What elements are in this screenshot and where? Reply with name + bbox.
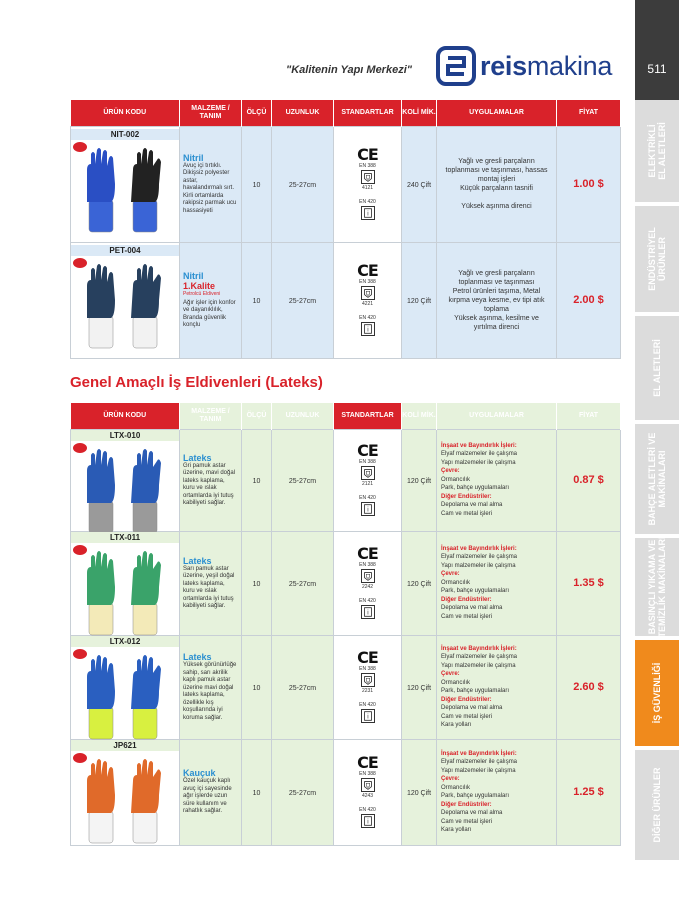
col-standards: STANDARTLAR [334,403,402,429]
application-item: Elyaf malzemeler ile çalışma [441,451,518,458]
application-item: Depolama ve mal alma [441,605,503,612]
size-cell: 10 [242,739,272,845]
material-description: Yüksek görünürlüğe sahip, sarı akrilik kaplı pamuk astar üzerine mavi doğal lateks kaplama, özellikle kış koşullarında iyi koruma sağlar. [183,662,237,721]
application-item: Park, bahçe uygulamaları [441,793,510,799]
application-heading: Çevre: [441,468,460,475]
application-heading: Çevre: [441,776,460,782]
glove-pair-image [71,543,179,643]
material-cell [180,242,242,358]
glove-pair-image [71,751,179,851]
standards-block [334,443,401,517]
application-heading: Diğer Endüstriler: [441,801,492,808]
price: 2.60 $ [573,681,604,693]
sidebar-tab-label: ENDÜSTRİYEL ÜRÜNLER [647,227,667,291]
svg-text:i: i [366,506,369,514]
table-header-row [71,403,621,429]
applications-cell [437,126,557,242]
standards-block [334,147,401,221]
col-standards: STANDARTLAR [334,100,402,126]
table-row [71,429,621,531]
en388-label: EN 388 [359,771,376,777]
size-cell: 10 [242,429,272,531]
glove-pair-image [71,140,179,240]
en388-label: EN 388 [359,666,376,672]
col-price: FİYAT [557,403,621,429]
en420-label: EN 420 [359,315,376,321]
glove-left [87,655,115,739]
col-material: MALZEME / TANIM [180,100,242,126]
price-cell [557,429,621,531]
application-item: Elyaf malzemeler ile çalışma [441,554,518,561]
application-item: Kara yolları [441,722,472,728]
en420-label: EN 420 [359,598,376,604]
application-item: Kara yolları [441,827,472,833]
standards-cell [334,242,402,358]
en388-code: 2121 [361,481,374,487]
glove-right [131,551,161,635]
application-item: Depolama ve mal alma [441,502,503,509]
col-length: UZUNLUK [272,100,334,126]
application-item: Depolama ve mal alma [441,705,503,711]
svg-text:i: i [366,713,369,721]
glove-pair-image [71,256,179,356]
sidebar-tab-label: BAHÇE ALETLERİ VE MAKİNALARI [647,432,667,526]
length-cell: 25-27cm [272,739,334,845]
sidebar-tab-7[interactable] [635,750,679,862]
price-cell [557,635,621,739]
ce-mark: CE [357,261,378,280]
mechanical-hazard-icon [361,286,375,300]
en420-label: EN 420 [359,702,376,708]
glove-pair-image [71,441,179,541]
page-number-box [635,0,679,100]
col-length: UZUNLUK [272,403,334,429]
info-manual-icon [361,502,375,516]
glove-left [87,759,115,843]
latex-gloves-table [70,403,621,846]
length-cell: 25-27cm [272,242,334,358]
glove-left [87,264,115,348]
sidebar-tab-5[interactable] [635,538,679,638]
sidebar-tab-3[interactable] [635,316,679,422]
quality-badge-icon [73,753,87,763]
glove-right [131,759,161,843]
product-cell [71,531,180,635]
applications-cell [437,635,557,739]
material-cell [180,531,242,635]
en388-code: 4243 [361,793,374,799]
category-sidebar [635,0,679,900]
ce-mark: CE [357,441,378,460]
standards-cell [334,739,402,845]
info-manual-icon [361,206,375,220]
material-name: Kauçuk [183,768,216,779]
reismakina-logo-icon [436,46,476,86]
application-item: Cam ve metal işleri [441,818,493,825]
box-cell: 120 Çift [402,635,437,739]
price-cell [557,242,621,358]
price-cell [557,739,621,845]
length-cell: 25-27cm [272,635,334,739]
application-item: Cam ve metal işleri [441,613,493,620]
material-cell [180,429,242,531]
box-cell: 120 Çift [402,739,437,845]
sidebar-tab-2[interactable] [635,206,679,314]
standards-block [334,263,401,337]
application-heading: İnşaat ve Bayındırlık İşleri: [441,545,517,552]
glove-left [87,551,115,635]
en388-label: EN 388 [359,459,376,465]
col-size: ÖLÇÜ [242,100,272,126]
box-cell: 240 Çift [402,126,437,242]
size-cell: 10 [242,242,272,358]
application-item: Elyaf malzemeler ile çalışma [441,654,518,660]
product-code: PET-004 [71,245,179,256]
ce-mark: CE [357,544,378,563]
mechanical-hazard-icon [361,466,375,480]
col-product-code: ÜRÜN KODU [71,100,180,126]
standards-cell [334,429,402,531]
price: 2.00 $ [573,294,604,306]
ce-mark: CE [357,648,378,667]
glove-right [131,449,161,533]
application-item: Ormancılık [441,579,471,586]
standards-cell [334,126,402,242]
application-item: Depolama ve mal alma [441,810,503,816]
applications-cell [437,242,557,358]
standards-block [334,546,401,620]
info-manual-icon [361,605,375,619]
en420-label: EN 420 [359,495,376,501]
col-box: KOLİ MİK. [402,403,437,429]
length-cell: 25-27cm [272,126,334,242]
application-heading: İnşaat ve Bayındırlık İşleri: [441,750,517,757]
applications-cell [437,739,557,845]
application-item: Yapı malzemeler ile çalışma [441,562,516,569]
application-item: Ormancılık [441,679,471,686]
mechanical-hazard-icon [361,778,375,792]
product-cell [71,739,180,845]
price: 1.35 $ [573,577,604,589]
application-line: kırpma veya kesme, ev tipi atık [448,296,545,304]
product-code: JP621 [71,740,179,751]
application-line: Yağlı ve gresli parçaların [458,158,535,165]
product-cell [71,126,180,242]
material-name: Lateks [183,555,212,566]
product-code: LTX-012 [71,636,179,647]
standards-cell [334,635,402,739]
length-cell: 25-27cm [272,429,334,531]
sidebar-tab-1[interactable] [635,100,679,204]
material-description: Avuç içi tırtıklı. Dikişsiz polyester astar, havalandırmalı sırt. Kirli ortamlarda rakipsiz parmak ucu hassasiyeti [183,162,237,214]
application-heading: Diğer Endüstriler: [441,696,492,703]
material-cell [180,126,242,242]
glove-pair-image [71,647,179,747]
product-code: NIT-002 [71,129,179,140]
product-code: LTX-010 [71,430,179,441]
sidebar-tab-label: İŞ GÜVENLİĞİ [652,662,662,724]
info-manual-icon [361,709,375,723]
svg-text:i: i [366,210,369,218]
material-grade: 1.Kalite [183,280,216,291]
application-item: Park, bahçe uygulamaları [441,588,510,595]
product-code: LTX-011 [71,532,179,543]
material-description: Ağır işler için konfor ve dayanıklılık, Branda güvenlik konçlu [183,299,236,328]
sidebar-tab-4[interactable] [635,424,679,536]
en388-code: 4121 [361,185,374,191]
application-item: Yapı malzemeler ile çalışma [441,767,516,774]
table-row [71,739,621,845]
en388-code: 4221 [361,301,374,307]
glove-right [131,148,161,232]
product-cell [71,242,180,358]
application-heading: Çevre: [441,571,460,578]
mechanical-hazard-icon [361,170,375,184]
mechanical-hazard-icon [361,673,375,687]
en420-label: EN 420 [359,807,376,813]
application-item: Elyaf malzemeler ile çalışma [441,759,518,765]
table-row [71,635,621,739]
application-item: Cam ve metal işleri [441,713,493,720]
application-line: toplama [484,305,509,313]
product-cell [71,635,180,739]
quality-badge-icon [73,545,87,555]
material-description: Gri pamuk astar üzerine, mavi doğal lateks kaplama, kuru ve ıslak ortamlarda iyi tutuş kabiliyeti sağlar. [183,462,236,506]
brand-logo [436,46,626,88]
price: 0.87 $ [573,474,604,486]
price-cell [557,126,621,242]
application-line: Küçük parçaların tasnifi [460,185,533,192]
application-item: Park, bahçe uygulamaları [441,688,510,694]
box-cell: 120 Çift [402,242,437,358]
application-line: Yüksek aşınma, kesilme ve [454,314,539,322]
ce-mark: CE [357,753,378,772]
sidebar-tab-6[interactable] [635,640,679,748]
page-number: 511 [647,62,667,76]
application-heading: Diğer Endüstriler: [441,596,492,603]
standards-block [334,650,401,724]
mechanical-hazard-icon [361,569,375,583]
size-cell: 10 [242,126,272,242]
sidebar-tab-label: EL ALETLERİ [652,339,662,397]
application-heading: Diğer Endüstriler: [441,493,492,500]
ce-mark: CE [357,145,378,164]
glove-right [131,655,161,739]
length-cell: 25-27cm [272,531,334,635]
application-line: Yağlı ve gresli parçaların [458,269,535,277]
col-applications: UYGULAMALAR [437,100,557,126]
price-cell [557,531,621,635]
sidebar-tab-label: ELEKTRİKLİ EL ALETLERİ [647,122,667,180]
material-cell [180,739,242,845]
slogan: "Kalitenin Yapı Merkezi" [286,64,412,76]
table-row [71,126,621,242]
en388-code: 2231 [361,688,374,694]
material-subtitle: Petrolcü Eldiveni [183,290,221,297]
col-price: FİYAT [557,100,621,126]
application-heading: İnşaat ve Bayındırlık İşleri: [441,442,517,449]
material-name: Lateks [183,452,212,463]
glove-left [87,449,115,533]
application-heading: İnşaat ve Bayındırlık İşleri: [441,645,517,652]
size-cell: 10 [242,531,272,635]
table-header-row [71,100,621,126]
price: 1.25 $ [573,786,604,798]
application-item: Ormancılık [441,784,471,791]
price: 1.00 $ [573,178,604,190]
glove-right [131,264,161,348]
standards-block [334,755,401,829]
application-item: Ormancılık [441,476,471,483]
en388-code: 2242 [361,584,374,590]
section-title: Genel Amaçlı İş Eldivenleri (Lateks) [70,374,323,391]
svg-text:i: i [366,326,369,334]
application-heading: Çevre: [441,671,460,677]
sidebar-tab-label: DİĞER ÜRÜNLER [652,767,662,843]
application-item: Yapı malzemeler ile çalışma [441,459,516,466]
box-cell: 120 Çift [402,531,437,635]
col-product-code: ÜRÜN KODU [71,403,180,429]
material-description: Sarı pamuk astar üzerine, yeşil doğal lateks kaplama, kuru ve ıslak ortamlarda iyi tutuş kabiliyeti sağlar. [183,565,235,609]
application-item: Park, bahçe uygulamaları [441,485,510,492]
info-manual-icon [361,322,375,336]
box-cell: 120 Çift [402,429,437,531]
col-applications: UYGULAMALAR [437,403,557,429]
table-row [71,531,621,635]
product-cell [71,429,180,531]
application-line: toplanması ve taşınması [458,278,535,286]
size-cell: 10 [242,635,272,739]
application-line: Yüksek aşınma direnci [461,203,532,210]
material-name: Nitril [183,270,204,281]
brand-name: reismakina [480,51,613,81]
col-size: ÖLÇÜ [242,403,272,429]
applications-cell [437,531,557,635]
svg-text:i: i [366,609,369,617]
material-name: Nitril [183,152,204,163]
material-name: Lateks [183,652,212,662]
sidebar-tab-label: BASINÇLI YIKAMA VE TEMİZLİK MAKİNALARI [647,536,667,638]
quality-badge-icon [73,443,87,453]
applications-cell [437,429,557,531]
svg-text:i: i [366,818,369,826]
col-box: KOLİ MİK. [402,100,437,126]
col-material: MALZEME / TANIM [180,403,242,429]
standards-cell [334,531,402,635]
en420-label: EN 420 [359,199,376,205]
glove-left [87,148,115,232]
en388-label: EN 388 [359,562,376,568]
application-line: yırtılma direnci [473,323,520,331]
en388-label: EN 388 [359,163,376,169]
application-line: toplanması ve taşınması, hassas [445,167,548,174]
material-cell [180,635,242,739]
quality-badge-icon [73,258,87,268]
en388-label: EN 388 [359,279,376,285]
application-line: montaj işleri [477,176,516,183]
table-row [71,242,621,358]
nitrile-gloves-table [70,100,621,359]
material-description: Özel kauçuk kaplı avuç içi sayesinde ağır işlerde uzun süre kullanım ve rahatlık sağlar. [183,778,232,815]
quality-badge-icon [73,142,87,152]
application-item: Yapı malzemeler ile çalışma [441,662,516,669]
info-manual-icon [361,814,375,828]
quality-badge-icon [73,649,87,659]
application-line: Petrol ürünleri taşıma, Metal [452,287,541,295]
application-item: Cam ve metal işleri [441,510,493,517]
